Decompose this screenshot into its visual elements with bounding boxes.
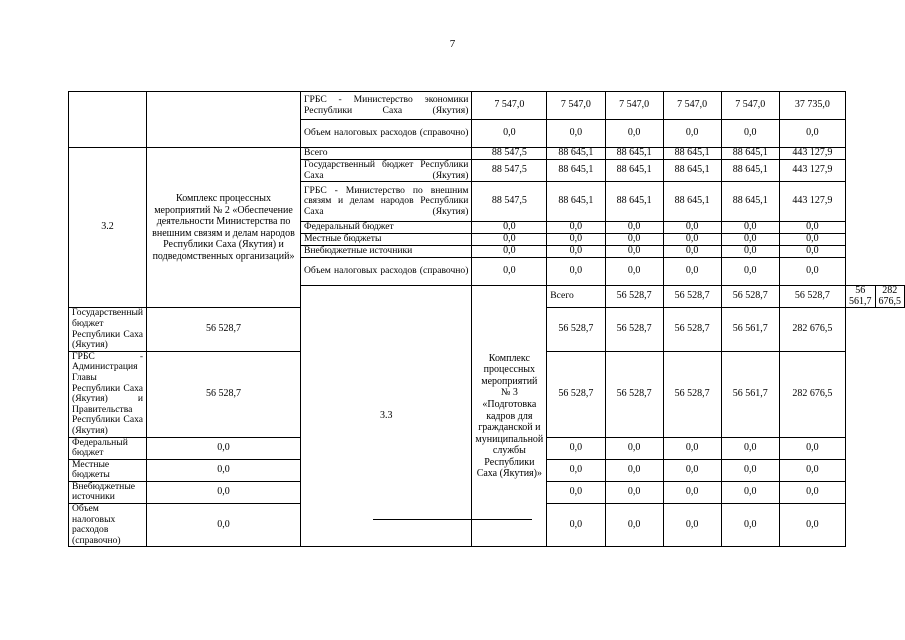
value-cell: 0,0 — [605, 246, 663, 258]
value-cell: 88 645,1 — [721, 148, 779, 160]
value-cell: 88 645,1 — [721, 182, 779, 222]
section-title — [147, 92, 301, 148]
value-cell: 0,0 — [721, 459, 779, 481]
value-cell: 56 561,7 — [721, 308, 779, 351]
value-cell-total: 0,0 — [779, 120, 845, 148]
value-cell: 0,0 — [605, 437, 663, 459]
value-cell: 0,0 — [605, 222, 663, 234]
value-cell: 0,0 — [721, 246, 779, 258]
value-cell-total: 443 127,9 — [779, 182, 845, 222]
funding-source-label: Федеральный бюджет — [69, 437, 147, 459]
value-cell: 56 528,7 — [147, 308, 301, 351]
value-cell-total: 443 127,9 — [779, 160, 845, 182]
value-cell: 88 645,1 — [663, 182, 721, 222]
value-cell: 56 528,7 — [663, 286, 721, 308]
value-cell: 88 547,5 — [472, 182, 547, 222]
value-cell: 0,0 — [721, 481, 779, 503]
value-cell: 0,0 — [472, 258, 547, 286]
funding-source-label: ГРБС - Администрация Главы Республики Саха (Якутия) и Правительства Республики Саха (Якутия) — [69, 351, 147, 437]
value-cell-total: 0,0 — [779, 481, 845, 503]
funding-source-label: Внебюджетные источники — [69, 481, 147, 503]
value-cell: 0,0 — [663, 120, 721, 148]
value-cell: 0,0 — [663, 481, 721, 503]
value-cell: 0,0 — [147, 504, 301, 547]
section-number — [69, 92, 147, 148]
value-cell: 0,0 — [721, 222, 779, 234]
value-cell-total: 0,0 — [779, 437, 845, 459]
section-title: Комплекс процессных мероприятий № 3 «Подготовка кадров для гражданской и муниципальной службы Республики Саха (Якутия)» — [472, 286, 547, 547]
value-cell: 0,0 — [547, 234, 605, 246]
value-cell: 56 528,7 — [721, 286, 779, 308]
funding-source-label: Государственный бюджет Республики Саха (Якутия) — [301, 160, 472, 182]
value-cell: 0,0 — [663, 437, 721, 459]
value-cell: 0,0 — [605, 258, 663, 286]
funding-source-label: Федеральный бюджет — [301, 222, 472, 234]
value-cell: 0,0 — [472, 222, 547, 234]
funding-source-label: Объем налоговых расходов (справочно) — [301, 120, 472, 148]
value-cell: 56 561,7 — [846, 286, 876, 308]
funding-source-label: Местные бюджеты — [301, 234, 472, 246]
value-cell: 88 547,5 — [472, 148, 547, 160]
value-cell: 0,0 — [147, 437, 301, 459]
budget-table — [68, 91, 905, 547]
funding-source-label: ГРБС - Министерство экономики Республики Саха (Якутия) — [301, 92, 472, 120]
end-divider — [373, 519, 532, 520]
value-cell: 0,0 — [547, 437, 605, 459]
value-cell-total: 0,0 — [779, 234, 845, 246]
value-cell-total: 282 676,5 — [779, 308, 845, 351]
value-cell: 0,0 — [721, 437, 779, 459]
value-cell: 56 528,7 — [605, 351, 663, 437]
value-cell: 88 645,1 — [605, 160, 663, 182]
value-cell: 0,0 — [147, 459, 301, 481]
value-cell: 56 528,7 — [547, 308, 605, 351]
section-title: Комплекс процессных мероприятий № 2 «Обеспечение деятельности Министерства по внешним связям и делам народов Республики Саха (Якутия) и подведомственных организаций» — [147, 148, 301, 308]
value-cell-total: 0,0 — [779, 258, 845, 286]
value-cell: 0,0 — [472, 246, 547, 258]
value-cell: 0,0 — [605, 120, 663, 148]
value-cell: 0,0 — [547, 459, 605, 481]
value-cell: 0,0 — [663, 234, 721, 246]
funding-source-label: Государственный бюджет Республики Саха (Якутия) — [69, 308, 147, 351]
value-cell: 0,0 — [472, 120, 547, 148]
value-cell: 56 528,7 — [605, 308, 663, 351]
value-cell: 0,0 — [605, 504, 663, 547]
value-cell: 7 547,0 — [663, 92, 721, 120]
value-cell: 56 528,7 — [779, 286, 845, 308]
value-cell-total: 37 735,0 — [779, 92, 845, 120]
value-cell: 56 528,7 — [547, 351, 605, 437]
value-cell: 56 528,7 — [663, 351, 721, 437]
value-cell: 88 645,1 — [721, 160, 779, 182]
table-row — [69, 148, 905, 160]
value-cell: 88 645,1 — [547, 148, 605, 160]
funding-source-label: Внебюджетные источники — [301, 246, 472, 258]
budget-table-body — [69, 92, 905, 547]
value-cell: 0,0 — [605, 481, 663, 503]
funding-source-label: Объем налоговых расходов (справочно) — [69, 504, 147, 547]
value-cell: 0,0 — [547, 120, 605, 148]
funding-source-label: Всего — [547, 286, 605, 308]
value-cell: 0,0 — [721, 120, 779, 148]
value-cell: 88 645,1 — [663, 148, 721, 160]
value-cell: 0,0 — [605, 459, 663, 481]
value-cell: 88 645,1 — [663, 160, 721, 182]
value-cell: 0,0 — [547, 258, 605, 286]
value-cell: 0,0 — [605, 234, 663, 246]
section-number: 3.3 — [301, 286, 472, 547]
section-number: 3.2 — [69, 148, 147, 308]
value-cell: 88 547,5 — [472, 160, 547, 182]
value-cell: 7 547,0 — [547, 92, 605, 120]
value-cell: 0,0 — [547, 222, 605, 234]
value-cell: 0,0 — [663, 459, 721, 481]
value-cell: 0,0 — [663, 222, 721, 234]
value-cell: 56 528,7 — [605, 286, 663, 308]
funding-source-label: Местные бюджеты — [69, 459, 147, 481]
value-cell-total: 0,0 — [779, 222, 845, 234]
value-cell: 0,0 — [547, 504, 605, 547]
value-cell: 0,0 — [721, 504, 779, 547]
funding-source-label: Всего — [301, 148, 472, 160]
page-number: 7 — [449, 38, 456, 50]
value-cell-total: 0,0 — [779, 246, 845, 258]
value-cell-total: 0,0 — [779, 504, 845, 547]
value-cell-total: 443 127,9 — [779, 148, 845, 160]
value-cell: 0,0 — [147, 481, 301, 503]
value-cell: 7 547,0 — [472, 92, 547, 120]
value-cell: 0,0 — [663, 246, 721, 258]
value-cell: 7 547,0 — [721, 92, 779, 120]
value-cell-total: 282 676,5 — [779, 351, 845, 437]
value-cell: 88 645,1 — [605, 148, 663, 160]
value-cell: 0,0 — [663, 258, 721, 286]
value-cell: 0,0 — [472, 234, 547, 246]
table-row — [69, 92, 905, 120]
value-cell: 0,0 — [547, 246, 605, 258]
value-cell: 56 528,7 — [147, 351, 301, 437]
value-cell: 0,0 — [547, 481, 605, 503]
value-cell: 0,0 — [663, 504, 721, 547]
value-cell: 56 528,7 — [663, 308, 721, 351]
value-cell: 7 547,0 — [605, 92, 663, 120]
value-cell: 0,0 — [721, 234, 779, 246]
funding-source-label: Объем налоговых расходов (справочно) — [301, 258, 472, 286]
value-cell: 88 645,1 — [547, 182, 605, 222]
value-cell-total: 282 676,5 — [875, 286, 905, 308]
value-cell: 56 561,7 — [721, 351, 779, 437]
funding-source-label: ГРБС - Министерство по внешним связям и делам народов Республики Саха (Якутия) — [301, 182, 472, 222]
value-cell: 88 645,1 — [547, 160, 605, 182]
value-cell: 88 645,1 — [605, 182, 663, 222]
value-cell: 0,0 — [721, 258, 779, 286]
value-cell-total: 0,0 — [779, 459, 845, 481]
